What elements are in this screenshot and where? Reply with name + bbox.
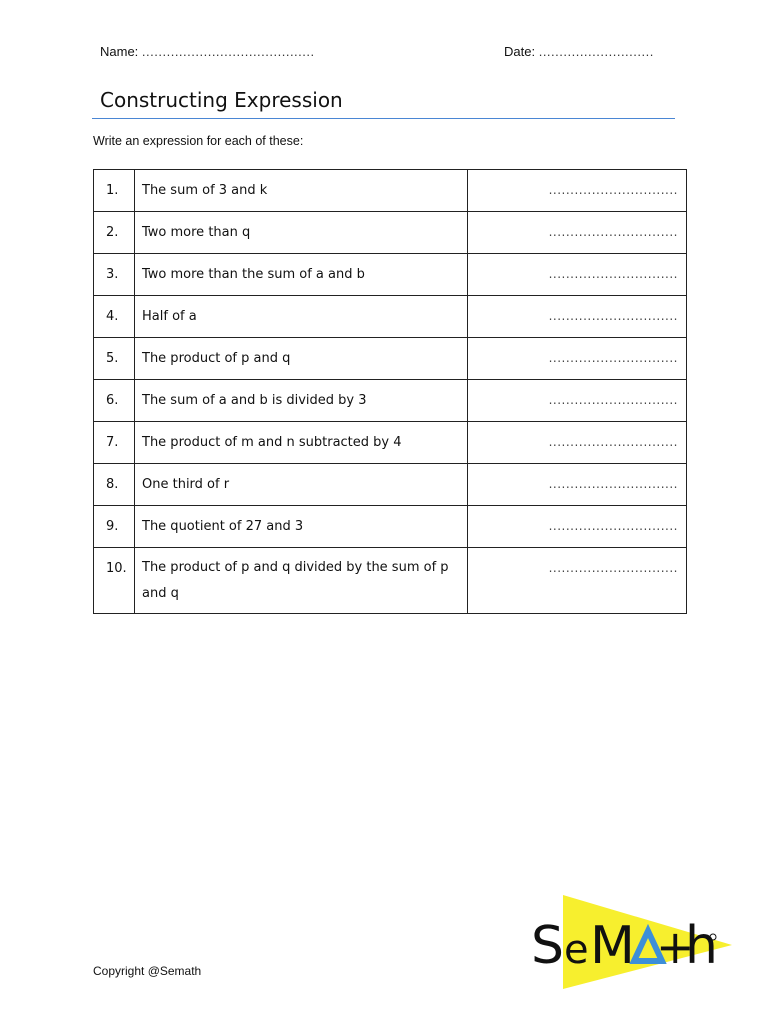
answer-cell[interactable] <box>468 422 687 464</box>
table-row <box>94 296 687 338</box>
answer-cell[interactable] <box>468 464 687 506</box>
answer-cell[interactable] <box>468 548 687 614</box>
semath-logo <box>527 893 737 991</box>
svg-text:h: h <box>685 916 718 976</box>
table-row <box>94 548 687 614</box>
table-row <box>94 506 687 548</box>
question-number: 3. <box>94 254 135 296</box>
question-number: 4. <box>94 296 135 338</box>
worksheet-title: Constructing Expression <box>100 88 343 112</box>
svg-text:M: M <box>590 916 635 976</box>
svg-text:S: S <box>531 916 565 976</box>
answer-blank[interactable]: .............................. <box>548 477 678 491</box>
table-row <box>94 338 687 380</box>
question-text: Half of a <box>135 296 468 338</box>
table-row <box>94 422 687 464</box>
question-text: Two more than the sum of a and b <box>135 254 468 296</box>
question-number: 5. <box>94 338 135 380</box>
answer-blank[interactable]: .............................. <box>548 561 678 575</box>
question-number: 1. <box>94 170 135 212</box>
table-row <box>94 254 687 296</box>
table-row <box>94 170 687 212</box>
svg-text:+: + <box>656 920 695 974</box>
question-text: The sum of 3 and k <box>135 170 468 212</box>
answer-cell[interactable] <box>468 296 687 338</box>
question-text: The quotient of 27 and 3 <box>135 506 468 548</box>
question-number: 6. <box>94 380 135 422</box>
answer-blank[interactable]: .............................. <box>548 309 678 323</box>
question-text: The product of p and q divided by the sum of p and q <box>135 548 468 614</box>
answer-blank[interactable]: .............................. <box>548 435 678 449</box>
title-underline <box>92 118 675 119</box>
date-label: Date: <box>504 44 536 59</box>
table-row <box>94 380 687 422</box>
answer-cell[interactable] <box>468 338 687 380</box>
answer-cell[interactable] <box>468 170 687 212</box>
date-field <box>504 44 654 59</box>
answer-blank[interactable]: .............................. <box>548 519 678 533</box>
copyright-text: Copyright @Semath <box>93 964 202 978</box>
name-field <box>100 44 315 59</box>
questions-table <box>93 169 687 614</box>
name-blank[interactable]: .......................................... <box>141 44 315 59</box>
answer-blank[interactable]: .............................. <box>548 183 678 197</box>
question-number: 2. <box>94 212 135 254</box>
answer-blank[interactable]: .............................. <box>548 393 678 407</box>
answer-blank[interactable]: .............................. <box>548 351 678 365</box>
question-text: The product of m and n subtracted by 4 <box>135 422 468 464</box>
answer-blank[interactable]: .............................. <box>548 225 678 239</box>
question-text: Two more than q <box>135 212 468 254</box>
date-blank[interactable]: ............................ <box>538 44 654 59</box>
answer-cell[interactable] <box>468 380 687 422</box>
question-number: 8. <box>94 464 135 506</box>
instructions: Write an expression for each of these: <box>93 134 304 148</box>
table-row <box>94 212 687 254</box>
question-number: 10. <box>94 548 135 614</box>
question-text: The product of p and q <box>135 338 468 380</box>
answer-cell[interactable] <box>468 254 687 296</box>
answer-blank[interactable]: .............................. <box>548 267 678 281</box>
table-row <box>94 464 687 506</box>
question-text: One third of r <box>135 464 468 506</box>
name-label: Name: <box>100 44 139 59</box>
svg-text:e: e <box>564 927 589 973</box>
answer-cell[interactable] <box>468 506 687 548</box>
question-number: 9. <box>94 506 135 548</box>
question-text: The sum of a and b is divided by 3 <box>135 380 468 422</box>
answer-cell[interactable] <box>468 212 687 254</box>
question-number: 7. <box>94 422 135 464</box>
